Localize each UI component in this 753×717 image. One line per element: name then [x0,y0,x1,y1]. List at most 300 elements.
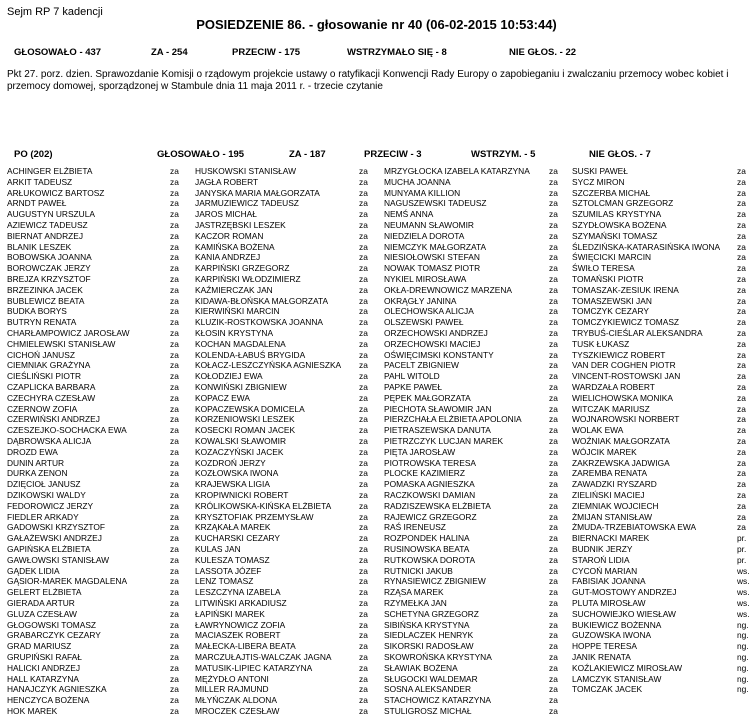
member-name: PIERZCHAŁA ELŻBIETA APOLONIA [384,414,522,425]
member-vote: za [737,306,746,317]
member-name: CHMIELEWSKI STANISŁAW [7,338,116,349]
member-vote: za [737,468,746,479]
member-name: DUNIN ARTUR [7,457,65,468]
member-name: HOK MAREK [7,706,58,716]
member-vote: za [359,457,368,468]
member-name: ORZECHOWSKI ANDRZEJ [384,328,488,338]
member-vote: za [737,220,746,230]
summary-voted: GŁOSOWAŁO - 437 [14,47,102,58]
member-vote: za [359,619,368,630]
member-name: CICHOŃ JANUSZ [7,349,75,360]
member-name: PLUTA MIROSŁAW [572,598,646,608]
member-vote: za [359,641,368,652]
member-vote: za [549,684,558,695]
member-vote: za [737,457,746,468]
member-vote: ng. [737,673,749,684]
member-name: JANIK RENATA [572,652,631,662]
member-vote: za [359,187,368,198]
member-vote: za [170,652,179,662]
member-vote: za [170,565,179,576]
member-name: WIELICHOWSKA MONIKA [572,392,673,403]
member-name: STAROŃ LIDIA [572,554,630,565]
member-name: KOZŁOWSKA IWONA [195,468,279,479]
member-vote: za [359,436,368,446]
member-vote: za [170,414,179,425]
member-name: RAŚ IRENEUSZ [384,522,446,533]
member-name: GLUZA CZESŁAW [7,608,77,619]
member-vote: za [359,166,368,176]
member-vote: za [170,252,179,263]
member-vote: za [359,587,368,598]
member-name: GAŁAŻEWSKI ANDRZEJ [7,533,102,544]
member-name: STULIGROSZ MICHAŁ [384,706,472,716]
member-name: POMASKA AGNIESZKA [384,479,475,490]
member-vote: za [359,360,368,371]
member-vote: za [549,500,558,511]
member-vote: za [170,392,179,403]
member-vote: za [170,338,179,349]
member-name: VAN DER COGHEN PIOTR [572,360,676,371]
member-vote: za [737,328,746,338]
member-vote: za [170,468,179,479]
member-vote: za [737,511,746,522]
member-vote: za [170,706,179,716]
member-name: ARNDT PAWEŁ [7,198,67,209]
member-name: SOSNA ALEKSANDER [384,684,472,695]
member-vote: za [359,630,368,641]
member-name: ŁAWRYNOWICZ ZOFIA [195,619,286,630]
member-vote: za [737,176,746,187]
member-name: JASTRZĘBSKI LESZEK [195,220,286,230]
member-name: TOMASZAK-ZESIUK IRENA [572,284,679,295]
member-vote: za [170,500,179,511]
member-vote: za [170,490,179,500]
member-vote: za [549,230,558,241]
member-vote: za [737,490,746,500]
member-name: GRUPIŃSKI RAFAŁ [7,652,82,662]
member-vote: za [170,306,179,317]
member-vote: za [170,511,179,522]
member-vote: za [549,533,558,544]
member-vote: za [170,695,179,706]
member-vote: za [359,608,368,619]
club-absent: NIE GŁOS. - 7 [589,149,651,160]
member-name: NIEMCZYK MAŁGORZATA [384,241,487,252]
member-name: MACIASZEK ROBERT [195,630,281,641]
member-name: CYCOŃ MARIAN [572,565,638,576]
member-name: BOROWCZAK JERZY [7,263,91,274]
member-vote: za [170,544,179,554]
member-vote: za [170,598,179,608]
member-vote: za [549,468,558,479]
member-vote: za [170,295,179,306]
member-vote: za [359,349,368,360]
member-name: NEMŚ ANNA [384,209,434,220]
member-vote: za [359,338,368,349]
member-name: WOJNAROWSKI NORBERT [572,414,680,425]
member-name: OŚWIĘCIMSKI KONSTANTY [384,349,494,360]
member-vote: za [170,371,179,382]
member-vote: za [359,241,368,252]
member-vote: za [549,554,558,565]
member-name: TOMCZYK CEZARY [572,306,649,317]
member-name: ŚWIŁO TERESA [572,263,635,274]
summary-against: PRZECIW - 175 [232,47,301,58]
member-vote: za [359,230,368,241]
member-vote: ws. [737,598,750,608]
member-name: KOŁODZIEJ EWA [195,371,263,382]
member-vote: za [170,328,179,338]
member-name: KOZACZYŃSKI JACEK [195,446,284,457]
member-vote: za [549,241,558,252]
member-vote: za [549,198,558,209]
member-name: LASSOTA JÓZEF [195,565,262,576]
member-name: NAGUSZEWSKI TADEUSZ [384,198,487,209]
member-vote: za [170,576,179,587]
member-name: KONWIŃSKI ZBIGNIEW [195,382,287,392]
member-name: WITCZAK MARIUSZ [572,403,650,414]
member-name: PĘPEK MAŁGORZATA [384,392,471,403]
member-name: BUDKA BORYS [7,306,67,317]
member-name: RZĄSA MAREK [384,587,444,598]
member-name: GŁOGOWSKI TOMASZ [7,619,97,630]
member-vote: za [170,425,179,436]
member-vote: ng. [737,630,749,641]
member-vote: za [359,392,368,403]
member-vote: za [737,360,746,371]
member-name: BOBOWSKA JOANNA [7,252,92,263]
member-vote: za [359,317,368,328]
member-vote: za [549,436,558,446]
member-name: KOŹLAKIEWICZ MIROSŁAW [572,662,682,673]
summary-for: ZA - 254 [151,47,188,58]
member-name: KAŹMIERCZAK JAN [195,284,273,295]
member-name: OLSZEWSKI PAWEŁ [384,317,464,328]
member-vote: za [359,652,368,662]
member-name: PIOTROWSKA TERESA [384,457,476,468]
member-vote: za [549,641,558,652]
member-vote: za [549,490,558,500]
member-name: GADOWSKI KRZYSZTOF [7,522,106,533]
member-name: WOLAK EWA [572,425,624,436]
member-vote: za [549,673,558,684]
member-name: WÓJCIK MAREK [572,446,637,457]
member-vote: ws. [737,608,750,619]
member-name: OLECHOWSKA ALICJA [384,306,474,317]
member-name: KULESZA TOMASZ [195,554,270,565]
member-vote: za [737,284,746,295]
member-name: BUKIEWICZ BOŻENNA [572,619,662,630]
member-name: RUTKOWSKA DOROTA [384,554,476,565]
member-name: ZAKRZEWSKA JADWIGA [572,457,670,468]
member-name: SIBIŃSKA KRYSTYNA [384,619,470,630]
member-name: SUSKI PAWEŁ [572,166,628,176]
member-name: KOPACZEWSKA DOMICELA [195,403,305,414]
member-vote: za [170,220,179,230]
member-name: FEDOROWICZ JERZY [7,500,94,511]
member-name: KOPACZ EWA [195,392,250,403]
member-vote: za [549,252,558,263]
member-vote: za [737,371,746,382]
member-name: RACZKOWSKI DAMIAN [384,490,476,500]
member-name: TYSZKIEWICZ ROBERT [572,349,666,360]
member-vote: za [549,403,558,414]
member-vote: za [549,220,558,230]
club-against: PRZECIW - 3 [364,149,422,160]
member-vote: ng. [737,641,749,652]
member-vote: za [737,187,746,198]
member-vote: za [170,176,179,187]
member-name: GĄSIOR-MAREK MAGDALENA [7,576,128,587]
member-vote: ng. [737,652,749,662]
member-vote: za [549,338,558,349]
member-vote: za [359,511,368,522]
member-vote: za [359,554,368,565]
member-name: BLANIK LESZEK [7,241,72,252]
member-vote: za [549,392,558,403]
member-vote: za [359,673,368,684]
member-vote: pr. [737,533,747,544]
member-vote: za [170,641,179,652]
member-name: ROZPONDEK HALINA [384,533,470,544]
club-name: PO (202) [14,149,53,160]
member-name: PIECHOTA SŁAWOMIR JAN [384,403,492,414]
member-name: KOZDROŃ JERZY [195,457,266,468]
member-vote: za [359,263,368,274]
member-name: KANIA ANDRZEJ [195,252,261,263]
member-name: ZAREMBA RENATA [572,468,648,479]
member-vote: za [170,446,179,457]
member-name: KRZĄKAŁA MAREK [195,522,271,533]
member-vote: za [737,349,746,360]
member-vote: za [549,371,558,382]
member-name: ZIELIŃSKI MACIEJ [572,490,645,500]
member-vote: za [359,500,368,511]
member-vote: za [170,198,179,209]
member-name: NIESIOŁOWSKI STEFAN [384,252,480,263]
member-vote: za [359,284,368,295]
member-name: KRYSZTOFIAK PRZEMYSŁAW [195,511,314,522]
member-vote: za [737,317,746,328]
member-vote: ng. [737,619,749,630]
member-vote: za [549,414,558,425]
member-vote: za [359,479,368,490]
member-vote: za [170,284,179,295]
member-name: CIEŚLIŃSKI PIOTR [7,371,81,382]
member-name: RZYMEŁKA JAN [384,598,447,608]
member-name: HALICKI ANDRZEJ [7,662,81,673]
member-vote: za [170,230,179,241]
member-name: CZERNOW ZOFIA [7,403,78,414]
member-name: SIKORSKI RADOSŁAW [384,641,474,652]
member-name: WARDZAŁA ROBERT [572,382,655,392]
member-name: RUTNICKI JAKUB [384,565,453,576]
member-vote: za [549,576,558,587]
member-name: JANYSKA MARIA MAŁGORZATA [195,187,320,198]
member-name: FIEDLER ARKADY [7,511,79,522]
member-name: KACZOR ROMAN [195,230,264,241]
member-vote: za [170,274,179,284]
member-vote: za [359,662,368,673]
member-vote: za [359,695,368,706]
member-vote: za [170,673,179,684]
parliament-term-label: Sejm RP 7 kadencji [7,6,103,18]
member-name: GRAD MARIUSZ [7,641,72,652]
member-vote: za [170,403,179,414]
member-vote: za [549,630,558,641]
member-name: KULAS JAN [195,544,241,554]
member-name: GĄDEK LIDIA [7,565,60,576]
member-vote: za [549,598,558,608]
member-name: KOWALSKI SŁAWOMIR [195,436,287,446]
member-vote: za [170,187,179,198]
member-vote: za [170,684,179,695]
member-name: TUSK ŁUKASZ [572,338,630,349]
summary-absent: NIE GŁOS. - 22 [509,47,577,58]
member-vote: za [170,554,179,565]
member-name: PIETRZCZYK LUCJAN MAREK [384,436,504,446]
member-name: TOMCZYKIEWICZ TOMASZ [572,317,680,328]
member-name: DURKA ZENON [7,468,68,479]
member-vote: za [549,328,558,338]
member-vote: za [170,263,179,274]
member-vote: za [737,274,746,284]
member-name: KAMIŃSKA BOŻENA [195,241,275,252]
member-name: OKRĄGŁY JANINA [384,295,457,306]
member-name: DZIKOWSKI WALDY [7,490,86,500]
member-vote: za [549,263,558,274]
member-name: CIEMNIAK GRAŻYNA [7,360,91,371]
member-vote: za [549,457,558,468]
member-name: FABISIAK JOANNA [572,576,646,587]
member-name: PACELT ZBIGNIEW [384,360,459,371]
member-vote: za [359,533,368,544]
member-name: SŁAWIAK BOŻENA [384,662,458,673]
member-name: TOMCZAK JACEK [572,684,643,695]
member-name: KOSECKI ROMAN JACEK [195,425,296,436]
member-name: KLUZIK-ROSTKOWSKA JOANNA [195,317,323,328]
member-name: SZYMAŃSKI TOMASZ [572,230,658,241]
member-name: HOPPE TERESA [572,641,638,652]
member-name: SYCZ MIRON [572,176,625,187]
member-name: ŚWIĘCICKI MARCIN [572,252,652,263]
member-name: SŁUGOCKI WALDEMAR [384,673,478,684]
member-name: KARPIŃSKI GRZEGORZ [195,263,290,274]
member-vote: za [737,166,746,176]
member-vote: za [359,328,368,338]
member-vote: za [737,436,746,446]
member-name: KUCHARSKI CEZARY [195,533,281,544]
member-name: HALL KATARZYNA [7,673,79,684]
member-vote: za [170,587,179,598]
member-name: MUCHA JOANNA [384,176,451,187]
summary-abstained: WSTRZYMAŁO SIĘ - 8 [347,47,447,58]
member-vote: za [170,608,179,619]
member-vote: za [359,684,368,695]
member-name: RYNASIEWICZ ZBIGNIEW [384,576,486,587]
member-vote: za [549,446,558,457]
member-vote: za [549,479,558,490]
member-vote: za [359,576,368,587]
member-vote: za [359,490,368,500]
member-vote: za [549,619,558,630]
member-name: CZECHYRA CZESŁAW [7,392,96,403]
member-name: CZESZEJKO-SOCHACKA EWA [7,425,127,436]
member-name: SZUMILAS KRYSTYNA [572,209,662,220]
member-vote: za [549,306,558,317]
member-vote: za [359,598,368,608]
member-vote: za [359,522,368,533]
member-vote: za [737,252,746,263]
member-name: KOLENDA-ŁABUŚ BRYGIDA [195,349,306,360]
member-vote: za [359,706,368,716]
member-vote: za [549,706,558,716]
member-vote: za [549,511,558,522]
member-name: LENZ TOMASZ [195,576,254,587]
member-vote: ws. [737,576,750,587]
member-vote: za [549,349,558,360]
member-name: ZAWADZKI RYSZARD [572,479,657,490]
member-name: KRAJEWSKA LIGIA [195,479,270,490]
member-name: ARŁUKOWICZ BARTOSZ [7,187,105,198]
member-vote: za [737,230,746,241]
member-vote: za [359,544,368,554]
member-vote: pr. [737,544,747,554]
member-name: GIERADA ARTUR [7,598,75,608]
member-name: SZTOLCMAN GRZEGORZ [572,198,674,209]
member-name: SZYDŁOWSKA BOŻENA [572,220,667,230]
member-vote: za [170,317,179,328]
member-name: DZIĘCIOŁ JANUSZ [7,479,81,490]
member-name: ACHINGER ELŻBIETA [7,166,93,176]
member-name: GAWŁOWSKI STANISŁAW [7,554,110,565]
member-vote: za [549,274,558,284]
member-vote: za [359,306,368,317]
member-name: SZCZERBA MICHAŁ [572,187,651,198]
member-name: MĘŻYDŁO ANTONI [195,673,269,684]
member-name: JAGŁA ROBERT [195,176,259,187]
member-name: ORZECHOWSKI MACIEJ [384,338,481,349]
member-vote: ws. [737,565,750,576]
page-title: POSIEDZENIE 86. - głosowanie nr 40 (06-02-2015 10:53:44) [196,17,557,32]
member-name: PIĘTA JAROSŁAW [384,446,456,457]
club-for: ZA - 187 [289,149,326,160]
member-name: NEUMANN SŁAWOMIR [384,220,474,230]
member-name: PLOCKE KAZIMIERZ [384,468,465,479]
member-name: OKŁA-DREWNOWICZ MARZENA [384,284,512,295]
member-vote: za [170,457,179,468]
member-vote: za [549,187,558,198]
member-vote: za [549,295,558,306]
member-vote: za [170,662,179,673]
member-name: TOMASZEWSKI JAN [572,295,652,306]
member-vote: za [359,446,368,457]
member-vote: ws. [737,587,750,598]
member-name: MAŁECKA-LIBERA BEATA [195,641,296,652]
member-vote: za [549,608,558,619]
member-vote: za [170,619,179,630]
member-vote: za [549,695,558,706]
member-name: MARCZUŁAJTIS-WALCZAK JAGNA [195,652,332,662]
member-vote: za [549,544,558,554]
member-name: ŻMUDA-TRZEBIATOWSKA EWA [572,522,697,533]
member-vote: za [737,338,746,349]
member-name: NIEDZIELA DOROTA [384,230,465,241]
member-vote: za [170,533,179,544]
member-vote: za [359,382,368,392]
member-vote: za [737,295,746,306]
member-name: AZIEWICZ TADEUSZ [7,220,88,230]
